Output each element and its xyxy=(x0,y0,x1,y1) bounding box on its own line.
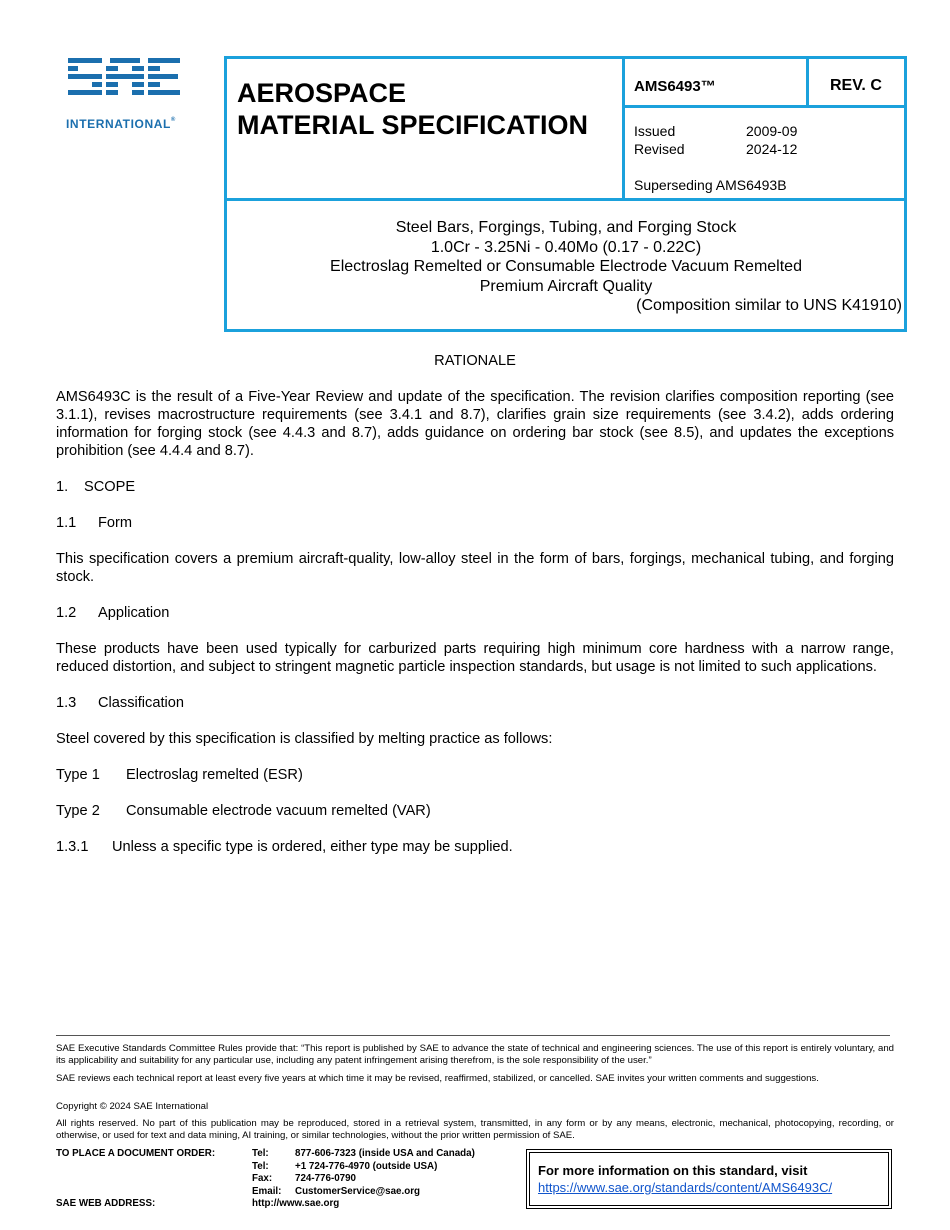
rationale-text: AMS6493C is the result of a Five-Year Review and update of the specification. The revision clarifies composition reporting (see 3.1.1), revises macrostructure requirements (see 3.4.1 and 8.7), clarifies grain size requirements (see 3.4.2), adds ordering information for forging stock (see 4.4.3 and 8.7), adds guidance on ordering bar stock (see 8.5), and updates the exceptions prohibition (see 4.4.4 and 8.7). xyxy=(56,389,894,459)
order-label: TO PLACE A DOCUMENT ORDER: xyxy=(56,1148,216,1159)
revision-label: REV. C xyxy=(830,77,882,94)
sae-logo-text: INTERNATIONAL® xyxy=(66,117,176,131)
review-text: SAE reviews each technical report at least every five years at which time it may be revised, reaffirmed, stabilized, or cancelled. SAE invites your written comments and suggestions. xyxy=(56,1073,819,1084)
type-1-row: Type 1 Electroslag remelted (ESR) xyxy=(56,767,303,783)
rights-text: All rights reserved. No part of this publication may be reproduced, stored in a retrieval system, transmitted, in any form or by any means, electronic, mechanical, photocopying, recording, or otherwise, or used for text and data mining, AI training, or similar technologies, without the prior written permission of SAE. xyxy=(56,1118,894,1141)
rationale-heading: RATIONALE xyxy=(434,353,516,369)
sae-logo-mark xyxy=(68,58,180,103)
contact-info: Tel: 877-606-7323 (inside USA and Canada) Tel: +1 724-776-4970 (outside USA) Fax: 724-776-0790 Email: CustomerService@sae.org http://www.sae.org xyxy=(252,1148,475,1209)
section-1-2-text: These products have been used typically for carburized parts requiring high minimum core hardness with a narrow range, reduced distortion, and subject to stringent magnetic particle inspection standards, but usage is not limited to such applications. xyxy=(56,641,894,675)
web-address-label: SAE WEB ADDRESS: xyxy=(56,1198,156,1209)
issue-dates: Issued 2009-09 Revised 2024-12 xyxy=(634,123,798,157)
email-link[interactable]: CustomerService@sae.org xyxy=(295,1185,420,1197)
header-divider xyxy=(622,56,625,201)
more-info-title: For more information on this standard, visit xyxy=(538,1163,808,1178)
section-1-3-heading: 1.3 Classification xyxy=(56,695,184,711)
document-body xyxy=(56,352,894,856)
footer-rule xyxy=(56,1035,890,1036)
section-1-3-1-text: 1.3.1 Unless a specific type is ordered, either type may be supplied. xyxy=(56,839,513,855)
header-divider xyxy=(622,105,907,108)
copyright-text: Copyright © 2024 SAE International xyxy=(56,1101,209,1112)
header-divider xyxy=(224,198,907,201)
section-1-heading: 1. SCOPE xyxy=(56,479,136,495)
superseding-note: Superseding AMS6493B xyxy=(634,177,787,193)
phone-link[interactable]: 877-606-7323 (inside USA and Canada) xyxy=(295,1148,475,1159)
web-link[interactable]: http://www.sae.org xyxy=(252,1198,340,1209)
more-info-box xyxy=(526,1149,892,1209)
section-1-1-heading: 1.1 Form xyxy=(56,515,133,531)
section-1-2-heading: 1.2 Application xyxy=(56,605,170,621)
document-id: AMS6493™ xyxy=(634,78,716,95)
section-1-1-text: This specification covers a premium aircraft-quality, low-alloy steel in the form of bars, forgings, mechanical tubing, and forging stock. xyxy=(56,551,894,585)
committee-rules-text: SAE Executive Standards Committee Rules provide that: “This report is published by SAE to advance the state of technical and engineering sciences. The use of this report is entirely voluntary, and its applicability and suitability for any particular use, including any patent infringement arising therefrom, is the sole responsibility of the user.” xyxy=(56,1043,894,1066)
standard-url-link[interactable]: https://www.sae.org/standards/content/AMS6493C/ xyxy=(538,1180,833,1195)
phone-link[interactable]: +1 724-776-4970 (outside USA) xyxy=(295,1160,438,1172)
document-subject: Steel Bars, Forgings, Tubing, and Forging Stock 1.0Cr - 3.25Ni - 0.40Mo (0.17 - 0.22C) Electroslag Remelted or Consumable Electrode Vacuum Remelted Premium Aircraft Quality (Composition similar to UNS K41910) xyxy=(330,219,902,314)
document-type-title: AEROSPACE MATERIAL SPECIFICATION xyxy=(237,78,588,140)
type-2-row: Type 2 Consumable electrode vacuum remelted (VAR) xyxy=(56,803,431,819)
header-divider xyxy=(806,56,809,108)
section-1-3-text: Steel covered by this specification is classified by melting practice as follows: xyxy=(56,731,553,747)
